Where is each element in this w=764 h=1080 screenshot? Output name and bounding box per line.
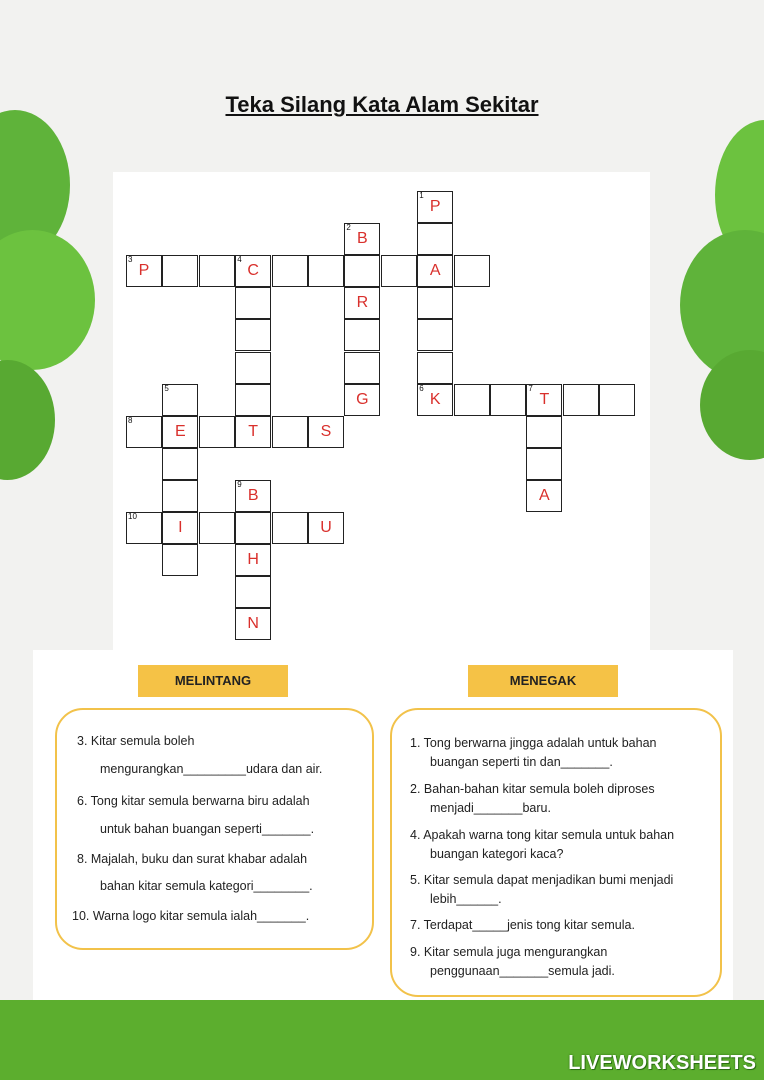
crossword-cell[interactable]	[235, 480, 271, 512]
crossword-cell[interactable]	[235, 544, 271, 576]
crossword-cell[interactable]	[235, 319, 271, 351]
across-clue: 8. Majalah, buku dan surat khabar adalah	[77, 852, 308, 866]
crossword-cell[interactable]	[526, 416, 562, 448]
crossword-cell[interactable]	[199, 255, 235, 287]
down-clue: 1. Tong berwarna jingga adalah untuk bahan	[410, 736, 657, 750]
cell-letter: T	[539, 390, 550, 408]
across-panel	[55, 708, 374, 950]
down-panel	[390, 708, 722, 997]
crossword-cell[interactable]	[454, 384, 490, 416]
crossword-cell[interactable]	[417, 191, 453, 223]
crossword-cell[interactable]	[417, 352, 453, 384]
cell-letter: I	[178, 519, 183, 536]
crossword-cell[interactable]	[126, 416, 162, 448]
clue-number: 5	[164, 383, 169, 393]
crossword-cell[interactable]	[563, 384, 599, 416]
cell-letter: B	[357, 230, 368, 248]
down-clue: 2. Bahan-bahan kitar semula boleh diproses	[410, 782, 655, 796]
cell-letter: P	[138, 262, 150, 280]
crossword-cell[interactable]	[162, 255, 198, 287]
cell-letter: U	[320, 519, 332, 536]
across-label: MELINTANG	[138, 665, 288, 697]
across-clue: untuk bahan buangan seperti_______.	[100, 822, 315, 836]
crossword-cell[interactable]	[162, 416, 198, 448]
down-clue: 5. Kitar semula dapat menjadikan bumi menjadi	[410, 873, 674, 887]
crossword-cell[interactable]	[344, 223, 380, 255]
crossword-cell[interactable]	[344, 352, 380, 384]
crossword-cell[interactable]	[308, 512, 344, 544]
crossword-cell[interactable]	[162, 384, 198, 416]
cell-letter: E	[175, 422, 186, 440]
crossword-cell[interactable]	[381, 255, 417, 287]
crossword-cell[interactable]	[272, 255, 308, 287]
down-clue: lebih______.	[430, 892, 502, 906]
clue-number: 9	[237, 479, 242, 489]
crossword-cell[interactable]	[417, 223, 453, 255]
clue-number: 1	[419, 191, 424, 200]
cell-letter: K	[429, 390, 441, 408]
crossword-cell[interactable]	[272, 416, 308, 448]
clue-number: 10	[128, 512, 137, 521]
crossword-cell[interactable]	[344, 384, 380, 416]
crossword-cell[interactable]	[235, 255, 271, 287]
crossword-cell[interactable]	[526, 480, 562, 512]
down-clue: penggunaan_______semula jadi.	[430, 964, 615, 978]
cell-letter: A	[539, 486, 550, 504]
crossword-cell[interactable]	[526, 384, 562, 416]
crossword-cell[interactable]	[599, 384, 635, 416]
cell-letter: A	[429, 262, 441, 280]
down-label: MENEGAK	[468, 665, 618, 697]
crossword-cell[interactable]	[417, 384, 453, 416]
crossword-cell[interactable]	[235, 352, 271, 384]
crossword-cell[interactable]	[344, 319, 380, 351]
crossword-cell[interactable]	[235, 576, 271, 608]
down-clue: buangan seperti tin dan_______.	[430, 755, 613, 769]
crossword-cell[interactable]	[417, 319, 453, 351]
crossword-cell[interactable]	[199, 416, 235, 448]
crossword-cell[interactable]	[235, 512, 271, 544]
crossword-cell[interactable]	[162, 480, 198, 512]
crossword-cell[interactable]	[199, 512, 235, 544]
down-clue: buangan kategori kaca?	[430, 847, 564, 861]
crossword-cell[interactable]	[417, 287, 453, 319]
cell-letter: H	[247, 551, 259, 569]
cell-letter: B	[247, 486, 259, 504]
tree-left-low	[0, 360, 55, 480]
crossword-cell[interactable]	[162, 512, 198, 544]
down-clue: 4. Apakah warna tong kitar semula untuk bahan	[410, 828, 675, 842]
cell-letter: R	[356, 294, 369, 312]
clue-number: 4	[237, 255, 242, 265]
crossword-cell[interactable]	[235, 608, 271, 640]
crossword-cell[interactable]	[454, 255, 490, 287]
cell-letter: N	[247, 615, 259, 633]
crossword-cell[interactable]	[235, 384, 271, 416]
clue-number: 8	[128, 415, 133, 425]
down-clue: menjadi_______baru.	[430, 801, 551, 815]
down-clue: 7. Terdapat_____jenis tong kitar semula.	[410, 918, 635, 932]
across-clue: 10. Warna logo kitar semula ialah_______.	[72, 909, 310, 923]
clues-sheet	[33, 650, 733, 1015]
clue-number: 6	[419, 383, 424, 393]
crossword-cell[interactable]	[344, 255, 380, 287]
page-title: Teka Silang Kata Alam Sekitar	[225, 92, 539, 117]
crossword-cell[interactable]	[162, 544, 198, 576]
clue-number: 7	[528, 383, 533, 393]
crossword-cell[interactable]	[308, 255, 344, 287]
tree-left-mid	[0, 230, 95, 370]
across-clue: mengurangkan_________udara dan air.	[100, 762, 323, 776]
across-clue: 3. Kitar semula boleh	[77, 734, 195, 748]
crossword-cell[interactable]	[235, 287, 271, 319]
crossword-cell[interactable]	[162, 448, 198, 480]
crossword-cell[interactable]	[126, 255, 162, 287]
cell-letter: C	[247, 262, 259, 280]
crossword-cell[interactable]	[272, 512, 308, 544]
crossword-cell[interactable]	[417, 255, 453, 287]
crossword-cell[interactable]	[490, 384, 526, 416]
clue-number: 3	[128, 255, 133, 265]
across-clue: 6. Tong kitar semula berwarna biru adalah	[77, 794, 310, 808]
clue-number: 2	[346, 223, 351, 233]
crossword-cell[interactable]	[344, 287, 380, 319]
crossword-cell[interactable]	[526, 448, 562, 480]
crossword-sheet	[113, 172, 650, 652]
across-clue: bahan kitar semula kategori________.	[100, 879, 313, 893]
crossword-cell[interactable]	[126, 512, 162, 544]
crossword-cell[interactable]	[235, 416, 271, 448]
crossword-cell[interactable]	[308, 416, 344, 448]
liveworksheets-logo: LIVEWORKSHEETS	[568, 1052, 756, 1074]
cell-letter: T	[248, 422, 259, 440]
cell-letter: P	[429, 198, 441, 215]
cell-letter: G	[356, 390, 369, 408]
down-clue: 9. Kitar semula juga mengurangkan	[410, 945, 608, 959]
cell-letter: S	[320, 422, 332, 440]
